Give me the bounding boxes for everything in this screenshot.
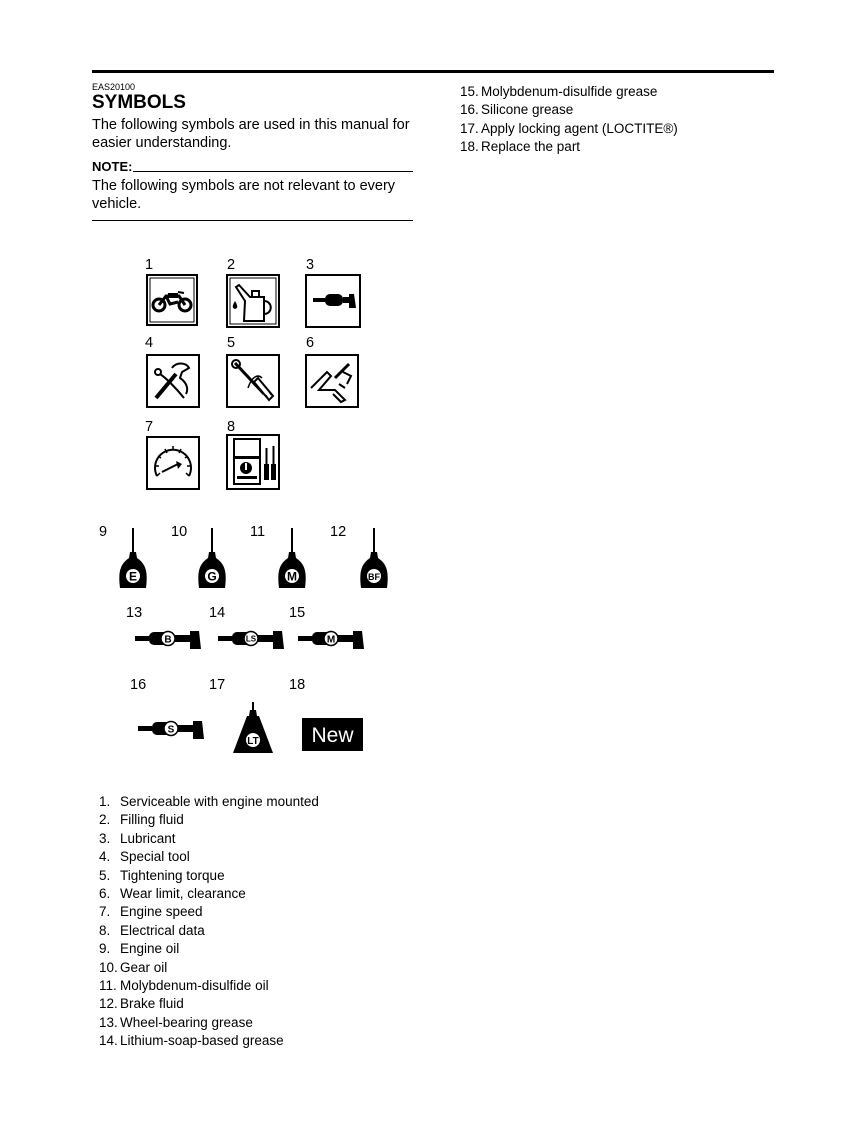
figure-number: 6 bbox=[306, 335, 315, 351]
legend-text: Serviceable with engine mounted bbox=[120, 794, 319, 809]
legend-item bbox=[99, 959, 319, 977]
new-part-icon bbox=[302, 718, 363, 751]
grease-letter: LS bbox=[245, 634, 257, 644]
figure-number: 4 bbox=[145, 335, 154, 351]
legend-text: Wheel-bearing grease bbox=[120, 1014, 253, 1030]
legend-text: Lithium-soap-based grease bbox=[120, 1033, 284, 1049]
legend-number: 18. bbox=[460, 139, 479, 155]
motorcycle-icon bbox=[146, 274, 198, 326]
lubricant-icon bbox=[305, 274, 361, 328]
figure-number: 7 bbox=[145, 419, 154, 435]
note-label: NOTE: bbox=[92, 159, 133, 174]
grease-letter: B bbox=[164, 634, 172, 646]
legend-list-left bbox=[99, 793, 319, 1050]
figure-number: 2 bbox=[227, 257, 236, 273]
bottle-letter: G bbox=[207, 569, 217, 584]
figure-number: 13 bbox=[126, 605, 143, 621]
legend-number: 11. bbox=[99, 977, 117, 993]
legend-text: Apply locking agent (LOCTITE®) bbox=[481, 120, 678, 136]
legend-number: 2. bbox=[99, 812, 111, 828]
legend-item bbox=[99, 1014, 319, 1032]
legend-text: Replace the part bbox=[481, 139, 581, 155]
brake-fluid-icon bbox=[357, 528, 391, 590]
legend-item bbox=[460, 138, 678, 156]
legend-item bbox=[99, 977, 319, 995]
figure-number: 15 bbox=[289, 605, 306, 621]
legend-text: Brake fluid bbox=[120, 996, 184, 1012]
lithium-grease-icon bbox=[218, 627, 288, 651]
legend-item bbox=[99, 848, 319, 866]
tachometer-icon bbox=[146, 436, 200, 490]
legend-text: Gear oil bbox=[120, 959, 168, 975]
note-text: The following symbols are not relevant to every vehicle. bbox=[92, 178, 396, 212]
legend-list-right bbox=[460, 83, 678, 157]
legend-number: 7. bbox=[99, 904, 111, 920]
legend-item bbox=[99, 793, 319, 811]
figure-number: 8 bbox=[227, 419, 236, 435]
legend-text: Silicone grease bbox=[481, 102, 574, 118]
legend-text: Engine speed bbox=[120, 904, 203, 920]
legend-item bbox=[99, 1032, 319, 1050]
legend-item bbox=[99, 940, 319, 958]
silicone-grease-icon bbox=[138, 717, 208, 741]
top-rule bbox=[92, 70, 774, 73]
legend-item bbox=[460, 101, 678, 119]
note-end-divider bbox=[92, 220, 413, 221]
multimeter-icon bbox=[226, 434, 280, 490]
bottle-letter: M bbox=[287, 569, 297, 584]
oil-can-icon bbox=[226, 274, 280, 328]
legend-text: Engine oil bbox=[120, 941, 180, 957]
legend-text: Wear limit, clearance bbox=[120, 885, 246, 901]
legend-item bbox=[460, 120, 678, 138]
legend-number: 15. bbox=[460, 84, 479, 99]
legend-text: Filling fluid bbox=[120, 812, 184, 828]
legend-number: 10. bbox=[99, 959, 118, 975]
new-label: New bbox=[311, 724, 354, 747]
bottle-letter: E bbox=[128, 569, 138, 584]
legend-item bbox=[99, 885, 319, 903]
figure-number: 3 bbox=[306, 257, 315, 273]
grease-letter: S bbox=[167, 724, 175, 736]
figure-number: 1 bbox=[145, 257, 154, 273]
legend-number: 9. bbox=[99, 941, 111, 957]
legend-item bbox=[99, 903, 319, 921]
figure-number: 9 bbox=[99, 524, 108, 540]
legend-number: 12. bbox=[99, 996, 118, 1012]
figure-number: 17 bbox=[209, 677, 226, 693]
legend-number: 1. bbox=[99, 794, 111, 809]
intro-text: The following symbols are used in this manual for easier understanding. bbox=[92, 117, 410, 151]
legend-number: 8. bbox=[99, 922, 111, 938]
locking-letter: LT bbox=[247, 736, 259, 747]
figure-number: 5 bbox=[227, 335, 236, 351]
legend-text: Molybdenum-disulfide oil bbox=[120, 977, 269, 993]
legend-number: 16. bbox=[460, 102, 479, 118]
note-divider bbox=[133, 171, 413, 172]
figure-number: 14 bbox=[209, 605, 226, 621]
legend-item bbox=[99, 922, 319, 940]
legend-item bbox=[99, 830, 319, 848]
legend-text: Molybdenum-disulfide grease bbox=[481, 84, 658, 99]
figure-number: 18 bbox=[289, 677, 306, 693]
gear-oil-icon bbox=[195, 528, 229, 590]
legend-text: Tightening torque bbox=[120, 867, 225, 883]
legend-item bbox=[99, 867, 319, 885]
locking-agent-icon bbox=[229, 702, 277, 754]
caliper-icon bbox=[305, 354, 359, 408]
legend-text: Electrical data bbox=[120, 922, 205, 938]
legend-text: Lubricant bbox=[120, 830, 176, 846]
legend-number: 3. bbox=[99, 830, 111, 846]
figure-number: 16 bbox=[130, 677, 147, 693]
page-title: SYMBOLS bbox=[92, 92, 186, 113]
legend-item bbox=[460, 83, 678, 101]
special-tool-icon bbox=[146, 354, 200, 408]
figure-number: 11 bbox=[250, 524, 266, 540]
bottle-letter: BF bbox=[368, 572, 380, 582]
legend-number: 17. bbox=[460, 120, 479, 136]
moly-grease-icon bbox=[298, 627, 368, 651]
legend-item bbox=[99, 811, 319, 829]
legend-number: 5. bbox=[99, 867, 111, 883]
figure-number: 10 bbox=[171, 524, 188, 540]
grease-letter: M bbox=[326, 634, 336, 646]
legend-number: 14. bbox=[99, 1033, 118, 1049]
torque-wrench-icon bbox=[226, 354, 280, 408]
legend-text: Special tool bbox=[120, 849, 190, 865]
section-code: EAS20100 bbox=[92, 82, 136, 92]
legend-number: 6. bbox=[99, 885, 111, 901]
wheel-bearing-grease-icon bbox=[135, 627, 205, 651]
legend-item bbox=[99, 995, 319, 1013]
legend-number: 4. bbox=[99, 849, 111, 865]
figure-number: 12 bbox=[330, 524, 347, 540]
engine-oil-icon bbox=[116, 528, 150, 590]
moly-oil-icon bbox=[275, 528, 309, 590]
legend-number: 13. bbox=[99, 1014, 118, 1030]
